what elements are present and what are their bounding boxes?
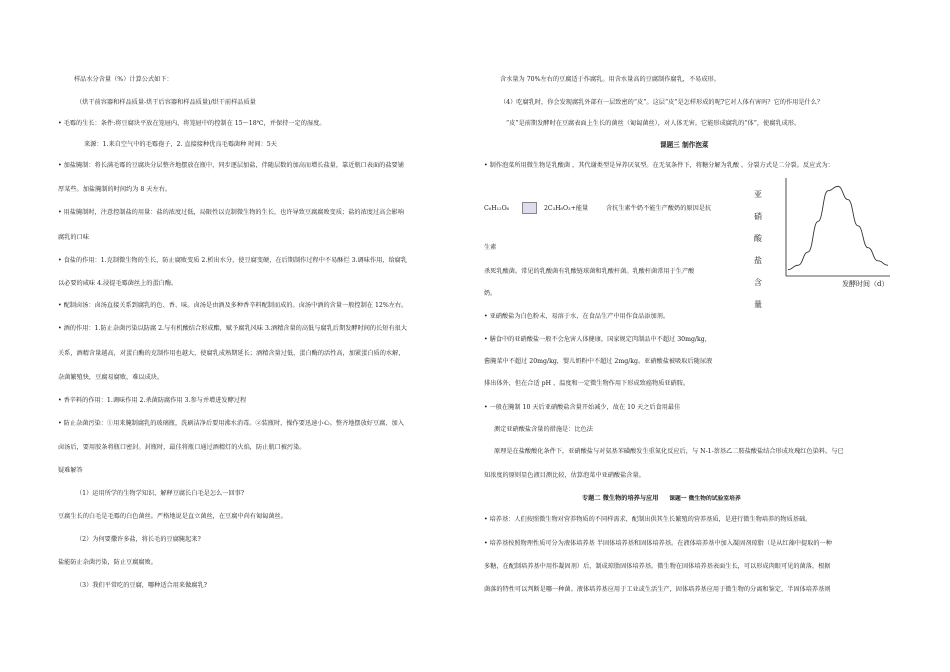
culture-1: • 培养基：人们按照微生物对营养物质的不同样需求，配制出供其生长繁殖的营养基质，是进行微生物培养的物质基础。 [484,516,812,523]
nitrite-curve [788,186,888,269]
formula-product: 2C₃H₆O₃+能量 [544,205,589,212]
faq-q3: （3）我们平常吃的豆腐，哪种适合用来做腐乳? [76,582,208,589]
faq-a3: 含水量为 70%左右的豆腐适于作腐乳。用含水量高的豆腐制作腐乳，不易成形。 [500,76,720,83]
faq-q2: （2）为何要撒许多盐，将长毛的豆腐腌起来? [76,536,201,543]
faq-q4: （4）吃腐乳时，你会发现腐乳外部有一层致密的“皮”。这层“皮”是怎样形成的呢?它对人体有害吗？它的作用是什么？ [500,99,824,106]
wine-role-3: 杂菌繁殖快，豆腐易腐败，难以成块。 [58,374,164,381]
faq-heading: 疑难解答 [58,467,83,474]
pao-line-2: 杀死乳酸菌。常见的乳酸菌有乳酸链球菌和乳酸杆菌。乳酸杆菌常用于生产酸 [484,268,695,275]
salt-role-2: 以必要的咸味 4.浸提毛霉菌丝上的蛋白酶。 [58,280,178,287]
pao-line-3: 奶。 [484,290,497,297]
culture-2: • 培养基按照物理性质可分为液体培养基 半固体培养基和固体培养基。在液体培养基中加入凝固剂琼脂（是从红藻中提取的一种 [484,540,832,547]
formula-text: （烘干前容器和样品质量-烘干后容器和样品质量)/烘干前样品质量 [76,99,256,106]
topic2-chapter [582,495,741,503]
salting-2: 厚某些。加盐腌制的时间约为 8 天左右。 [58,186,172,193]
x-label: 发酵时间（d） [842,280,889,288]
faq-q1: （1）运用所学的生物学知识，解释豆腐长白毛是怎么一回事? [76,490,245,497]
faq-a2: 盐能防止杂菌污染，防止豆腐腐败。 [58,559,157,566]
contamination-2: 卤汤后，要用胶条将瓶口密封。封瓶时，最佳将瓶口通过酒精灯的火焰，防止瓶口被污染。 [58,444,306,451]
formula-note: 含抗生素牛奶不能生产酸奶的原因是抗 [606,205,712,212]
salt-role-1: • 食盐的作用：1.克制微生物的生长，防止腐败变质 2.析出水分，使豆腐变硬，在后期制作过程中不易酥烂 3.调味作用，给腐乳 [58,257,408,264]
brine: • 配制卤汤：卤汤直接关系到腐乳的色、香、味。卤汤是由酒及多种香辛料配制而成的。卤汤中酒的含量一般控制在 12%左右。 [58,302,408,309]
y-label-char-5: 量 [754,300,762,309]
culture-4: 菌落的特性可以判断是哪一种菌。液体培养基应用于工业或生活生产，固体培养基应用于微生物的分离和鉴定，半固体培养基则 [484,586,831,593]
nitrite-principle-2: 知浓度的原则显色液目测比较，估算泡菜中亚硝酸盐含量。 [484,472,645,479]
salting-1: • 加盐腌制：将长满毛霉的豆腐块分层整齐地摆放在瓶中，同步逐层加盐，伴随层数的加高而增长盐量，靠近瓶口表面的盐要铺 [58,162,404,169]
nitrite-method: 测定亚硝酸盐含量的措施是：比色法 [494,426,593,433]
formula-intro: 样品水分含量（%）计算公式如下： [74,76,173,83]
chart-svg [784,176,894,296]
nitrite-5: • 一般在腌制 10 天后亚硝酸盐含量开始减少，故在 10 天之后食用最佳 [484,404,681,411]
nitrite-4: 排出体外，但在合适 pH 、温度和一定微生物作用下形成致癌物质亚硝胺。 [484,380,690,387]
spice-role: • 香辛料的作用：1.调味作用 2.杀菌防腐作用 3.参与并增进发酵过程 [58,397,247,404]
formula-reactant: C₆H₁₂O₆ [484,205,510,212]
nitrite-2: • 膳食中的亚硝酸盐一般不会危害人体健康，国家规定肉制品中不超过 30mg/kg， [484,336,711,343]
nitrite-3: 酱腌菜中不超过 20mg/kg，婴儿奶粉中不超过 2mg/kg。亚硝酸盐被吸取后随尿液 [484,358,713,365]
pao-line-1: 生素 [484,244,497,251]
faq-a4: “皮”是前期发酵时在豆腐表面上生长的菌丝（匍匐菌丝），对人体无害。它能形成腐乳的“体”，使腐乳成形。 [506,120,801,127]
wine-role-2: 关系，酒精含量越高，对蛋白酶的克制作用也越大，使腐乳成熟期延长；酒精含量过低，蛋白酶的活性高，加紧蛋白质的水解， [58,350,405,357]
y-label-char-2: 酸 [754,234,762,243]
formula-arrow-image [522,202,537,214]
y-label-char-0: 亚 [754,190,762,199]
y-label-char-1: 硝 [754,212,762,221]
topic2-lesson-text: 课题一 微生物的试验室培养 [669,496,741,502]
mold-growth: • 毛霉的生长：条件:将豆腐块平放在笼屉内，将笼屉中的控制在 15～18℃，并保持一定的湿度。 [58,120,326,127]
salt-control-1: • 用盐腌制时，注意控制盐的用量：盐的浓度过低，局限性以克制微生物的生长，也许导致豆腐腐败变质；盐的浓度过高会影响 [58,209,404,216]
contamination-1: • 防止杂菌污染：①用来腌制腐乳的玻璃瓶，洗刷洁净后要用沸水消毒。②装瓶时，操作要迅速小心。整齐地摆放好豆腐、加入 [58,420,404,427]
nitrite-principle-1: 原理是在盐酸酸化条件下，亚硝酸盐与对氨基苯磺酸发生重氮化反应后，与 N-1-萘基乙二胺盐酸盐结合形成玫瑰红色染料。与已 [494,448,844,455]
wine-role-1: • 酒的作用：1.防止杂菌污染以防腐 2.与有机酸结合形成酯，赋予腐乳风味 3.酒精含量的高低与腐乳后期发酵时间的长短有很大 [58,325,408,332]
salt-control-2: 腐乳的口味 [58,234,89,241]
nitrite-1: • 亚硝酸盐为白色粉末，易溶于水，在食品生产中用作食品添加剂。 [484,313,670,320]
topic3-title: 课题三 制作泡菜 [660,141,709,149]
mold-source: 来源：1.来自空气中的毛霉孢子，2. 直接接种优良毛霉菌种 时间：5天 [84,141,277,148]
pao-intro: • 制作泡菜所用微生物是乳酸菌 ，其代谢类型是异养厌氧型。在无氧条件下，将糖分解为乳酸 。分裂方式是二分裂。反应式为： [484,162,834,169]
topic2-chapter-text: 专题二 微生物的培养与应用 [582,495,659,502]
culture-3: 多糖，在配制培养基中用作凝固剂）后，制成琼脂固体培养基。微生物在固体培养基表面生长，可以形成肉眼可见的菌落。根据 [484,563,831,570]
faq-a1: 豆腐生长的白毛是毛霉的白色菌丝。严格地说是直立菌丝，在豆腐中尚有匍匐菌丝。 [58,513,287,520]
y-label-char-4: 含 [754,278,762,287]
y-label-char-3: 盐 [754,256,762,265]
